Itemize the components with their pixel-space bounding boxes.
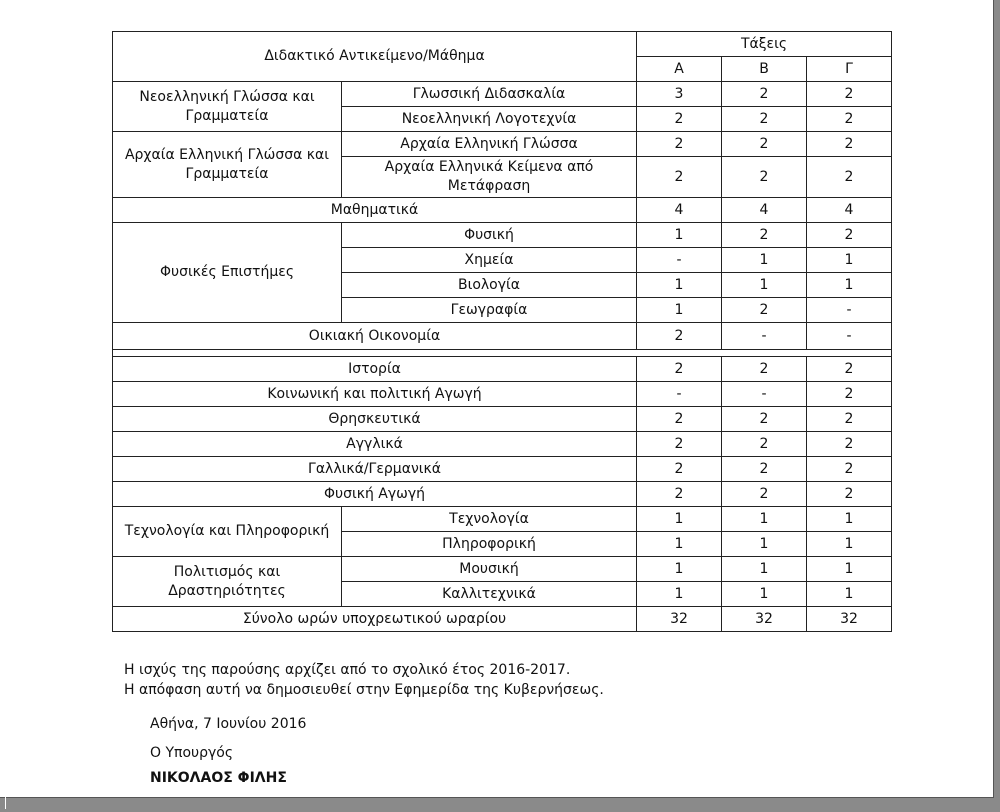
subject-cell: Αρχαία Ελληνική Γλώσσα xyxy=(342,132,637,157)
hours-c: 1 xyxy=(807,507,892,532)
subject-cell: Αρχαία Ελληνικά Κείμενα από Μετάφραση xyxy=(342,157,637,198)
table-row xyxy=(113,223,892,248)
hours-c: 2 xyxy=(807,482,892,507)
hours-a: 2 xyxy=(637,407,722,432)
signature-place-date: Αθήνα, 7 Ιουνίου 2016 xyxy=(150,716,307,732)
subject-cell: Νεοελληνική Λογοτεχνία xyxy=(342,107,637,132)
table-row xyxy=(113,557,892,582)
hours-a: 2 xyxy=(637,482,722,507)
hours-a: 2 xyxy=(637,107,722,132)
page-break-spacer xyxy=(113,350,892,357)
hours-a: 1 xyxy=(637,273,722,298)
hours-a: 2 xyxy=(637,357,722,382)
table-row xyxy=(113,198,892,223)
weekly-hours-table xyxy=(112,31,892,632)
hours-a: 1 xyxy=(637,223,722,248)
hours-a: 2 xyxy=(637,157,722,198)
total-a: 32 xyxy=(637,607,722,632)
total-b: 32 xyxy=(722,607,807,632)
table-row xyxy=(113,132,892,157)
note-effective-date: Η ισχύς της παρούσης αρχίζει από το σχολικό έτος 2016-2017. xyxy=(124,662,571,678)
subject-cell: Γεωγραφία xyxy=(342,298,637,323)
subject-cell: Θρησκευτικά xyxy=(113,407,637,432)
hours-b: 2 xyxy=(722,298,807,323)
hours-c: 4 xyxy=(807,198,892,223)
subject-cell: Φυσική Αγωγή xyxy=(113,482,637,507)
subject-cell: Κοινωνική και πολιτική Αγωγή xyxy=(113,382,637,407)
note-publication: Η απόφαση αυτή να δημοσιευθεί στην Εφημερίδα της Κυβερνήσεως. xyxy=(124,682,604,698)
hours-a: - xyxy=(637,382,722,407)
hours-a: - xyxy=(637,248,722,273)
hours-a: 1 xyxy=(637,507,722,532)
hours-b: 2 xyxy=(722,223,807,248)
subject-cell: Γλωσσική Διδασκαλία xyxy=(342,82,637,107)
subject-cell: Μαθηματικά xyxy=(113,198,637,223)
subject-cell: Αγγλικά xyxy=(113,432,637,457)
table-row xyxy=(113,382,892,407)
subject-cell: Τεχνολογία xyxy=(342,507,637,532)
hours-b: 2 xyxy=(722,432,807,457)
hours-a: 2 xyxy=(637,432,722,457)
hours-c: - xyxy=(807,323,892,350)
hours-c: 2 xyxy=(807,157,892,198)
table-row xyxy=(113,507,892,532)
hours-c: 2 xyxy=(807,107,892,132)
table-row xyxy=(113,357,892,382)
hours-c: 2 xyxy=(807,457,892,482)
hours-b: 2 xyxy=(722,82,807,107)
hours-a: 2 xyxy=(637,323,722,350)
hours-b: 2 xyxy=(722,357,807,382)
hours-b: 1 xyxy=(722,557,807,582)
header-classes: Τάξεις xyxy=(637,32,892,57)
total-c: 32 xyxy=(807,607,892,632)
hours-b: 2 xyxy=(722,407,807,432)
hours-c: - xyxy=(807,298,892,323)
hours-b: 2 xyxy=(722,107,807,132)
table-row xyxy=(113,482,892,507)
group-texnologia: Τεχνολογία και Πληροφορική xyxy=(113,507,342,557)
subject-cell: Χημεία xyxy=(342,248,637,273)
hours-a: 2 xyxy=(637,457,722,482)
hours-a: 1 xyxy=(637,582,722,607)
hours-a: 4 xyxy=(637,198,722,223)
hours-b: 2 xyxy=(722,132,807,157)
table-row xyxy=(113,407,892,432)
hours-b: 1 xyxy=(722,532,807,557)
group-fysikes: Φυσικές Επιστήμες xyxy=(113,223,342,323)
hours-b: - xyxy=(722,382,807,407)
hours-c: 2 xyxy=(807,432,892,457)
header-class-b: Β xyxy=(722,57,807,82)
subject-cell: Γαλλικά/Γερμανικά xyxy=(113,457,637,482)
header-subject: Διδακτικό Αντικείμενο/Μάθημα xyxy=(113,32,637,82)
group-archaia: Αρχαία Ελληνική Γλώσσα και Γραμματεία xyxy=(113,132,342,198)
hours-b: 2 xyxy=(722,157,807,198)
subject-cell: Βιολογία xyxy=(342,273,637,298)
hours-c: 1 xyxy=(807,248,892,273)
table-row xyxy=(113,432,892,457)
subject-cell: Οικιακή Οικονομία xyxy=(113,323,637,350)
header-class-c: Γ xyxy=(807,57,892,82)
hours-c: 2 xyxy=(807,382,892,407)
page-break-gap xyxy=(113,350,892,357)
subject-cell: Πληροφορική xyxy=(342,532,637,557)
hours-b: 1 xyxy=(722,582,807,607)
hours-c: 1 xyxy=(807,532,892,557)
subject-cell: Ιστορία xyxy=(113,357,637,382)
total-row xyxy=(113,607,892,632)
total-label: Σύνολο ωρών υποχρεωτικού ωραρίου xyxy=(113,607,637,632)
hours-a: 1 xyxy=(637,557,722,582)
hours-b: 4 xyxy=(722,198,807,223)
hours-a: 1 xyxy=(637,532,722,557)
subject-cell: Καλλιτεχνικά xyxy=(342,582,637,607)
signature-name: ΝΙΚΟΛΑΟΣ ΦΙΛΗΣ xyxy=(150,770,287,786)
table-row xyxy=(113,323,892,350)
hours-b: 2 xyxy=(722,482,807,507)
hours-c: 1 xyxy=(807,273,892,298)
hours-b: 1 xyxy=(722,248,807,273)
group-neoelliniki: Νεοελληνική Γλώσσα και Γραμματεία xyxy=(113,82,342,132)
table-row xyxy=(113,457,892,482)
hours-c: 2 xyxy=(807,223,892,248)
hours-c: 1 xyxy=(807,582,892,607)
hours-b: 1 xyxy=(722,507,807,532)
subject-cell: Φυσική xyxy=(342,223,637,248)
hours-c: 2 xyxy=(807,82,892,107)
text-cursor-mark xyxy=(5,797,6,809)
header-class-a: Α xyxy=(637,57,722,82)
group-politismos: Πολιτισμός και Δραστηριότητες xyxy=(113,557,342,607)
hours-a: 3 xyxy=(637,82,722,107)
hours-c: 2 xyxy=(807,357,892,382)
hours-b: 2 xyxy=(722,457,807,482)
subject-cell: Μουσική xyxy=(342,557,637,582)
closing-notes xyxy=(124,660,604,700)
hours-c: 2 xyxy=(807,132,892,157)
hours-b: - xyxy=(722,323,807,350)
hours-a: 2 xyxy=(637,132,722,157)
hours-c: 1 xyxy=(807,557,892,582)
table-header-row xyxy=(113,32,892,57)
hours-a: 1 xyxy=(637,298,722,323)
hours-b: 1 xyxy=(722,273,807,298)
signature-role: Ο Υπουργός xyxy=(150,745,234,761)
table-row xyxy=(113,82,892,107)
hours-c: 2 xyxy=(807,407,892,432)
